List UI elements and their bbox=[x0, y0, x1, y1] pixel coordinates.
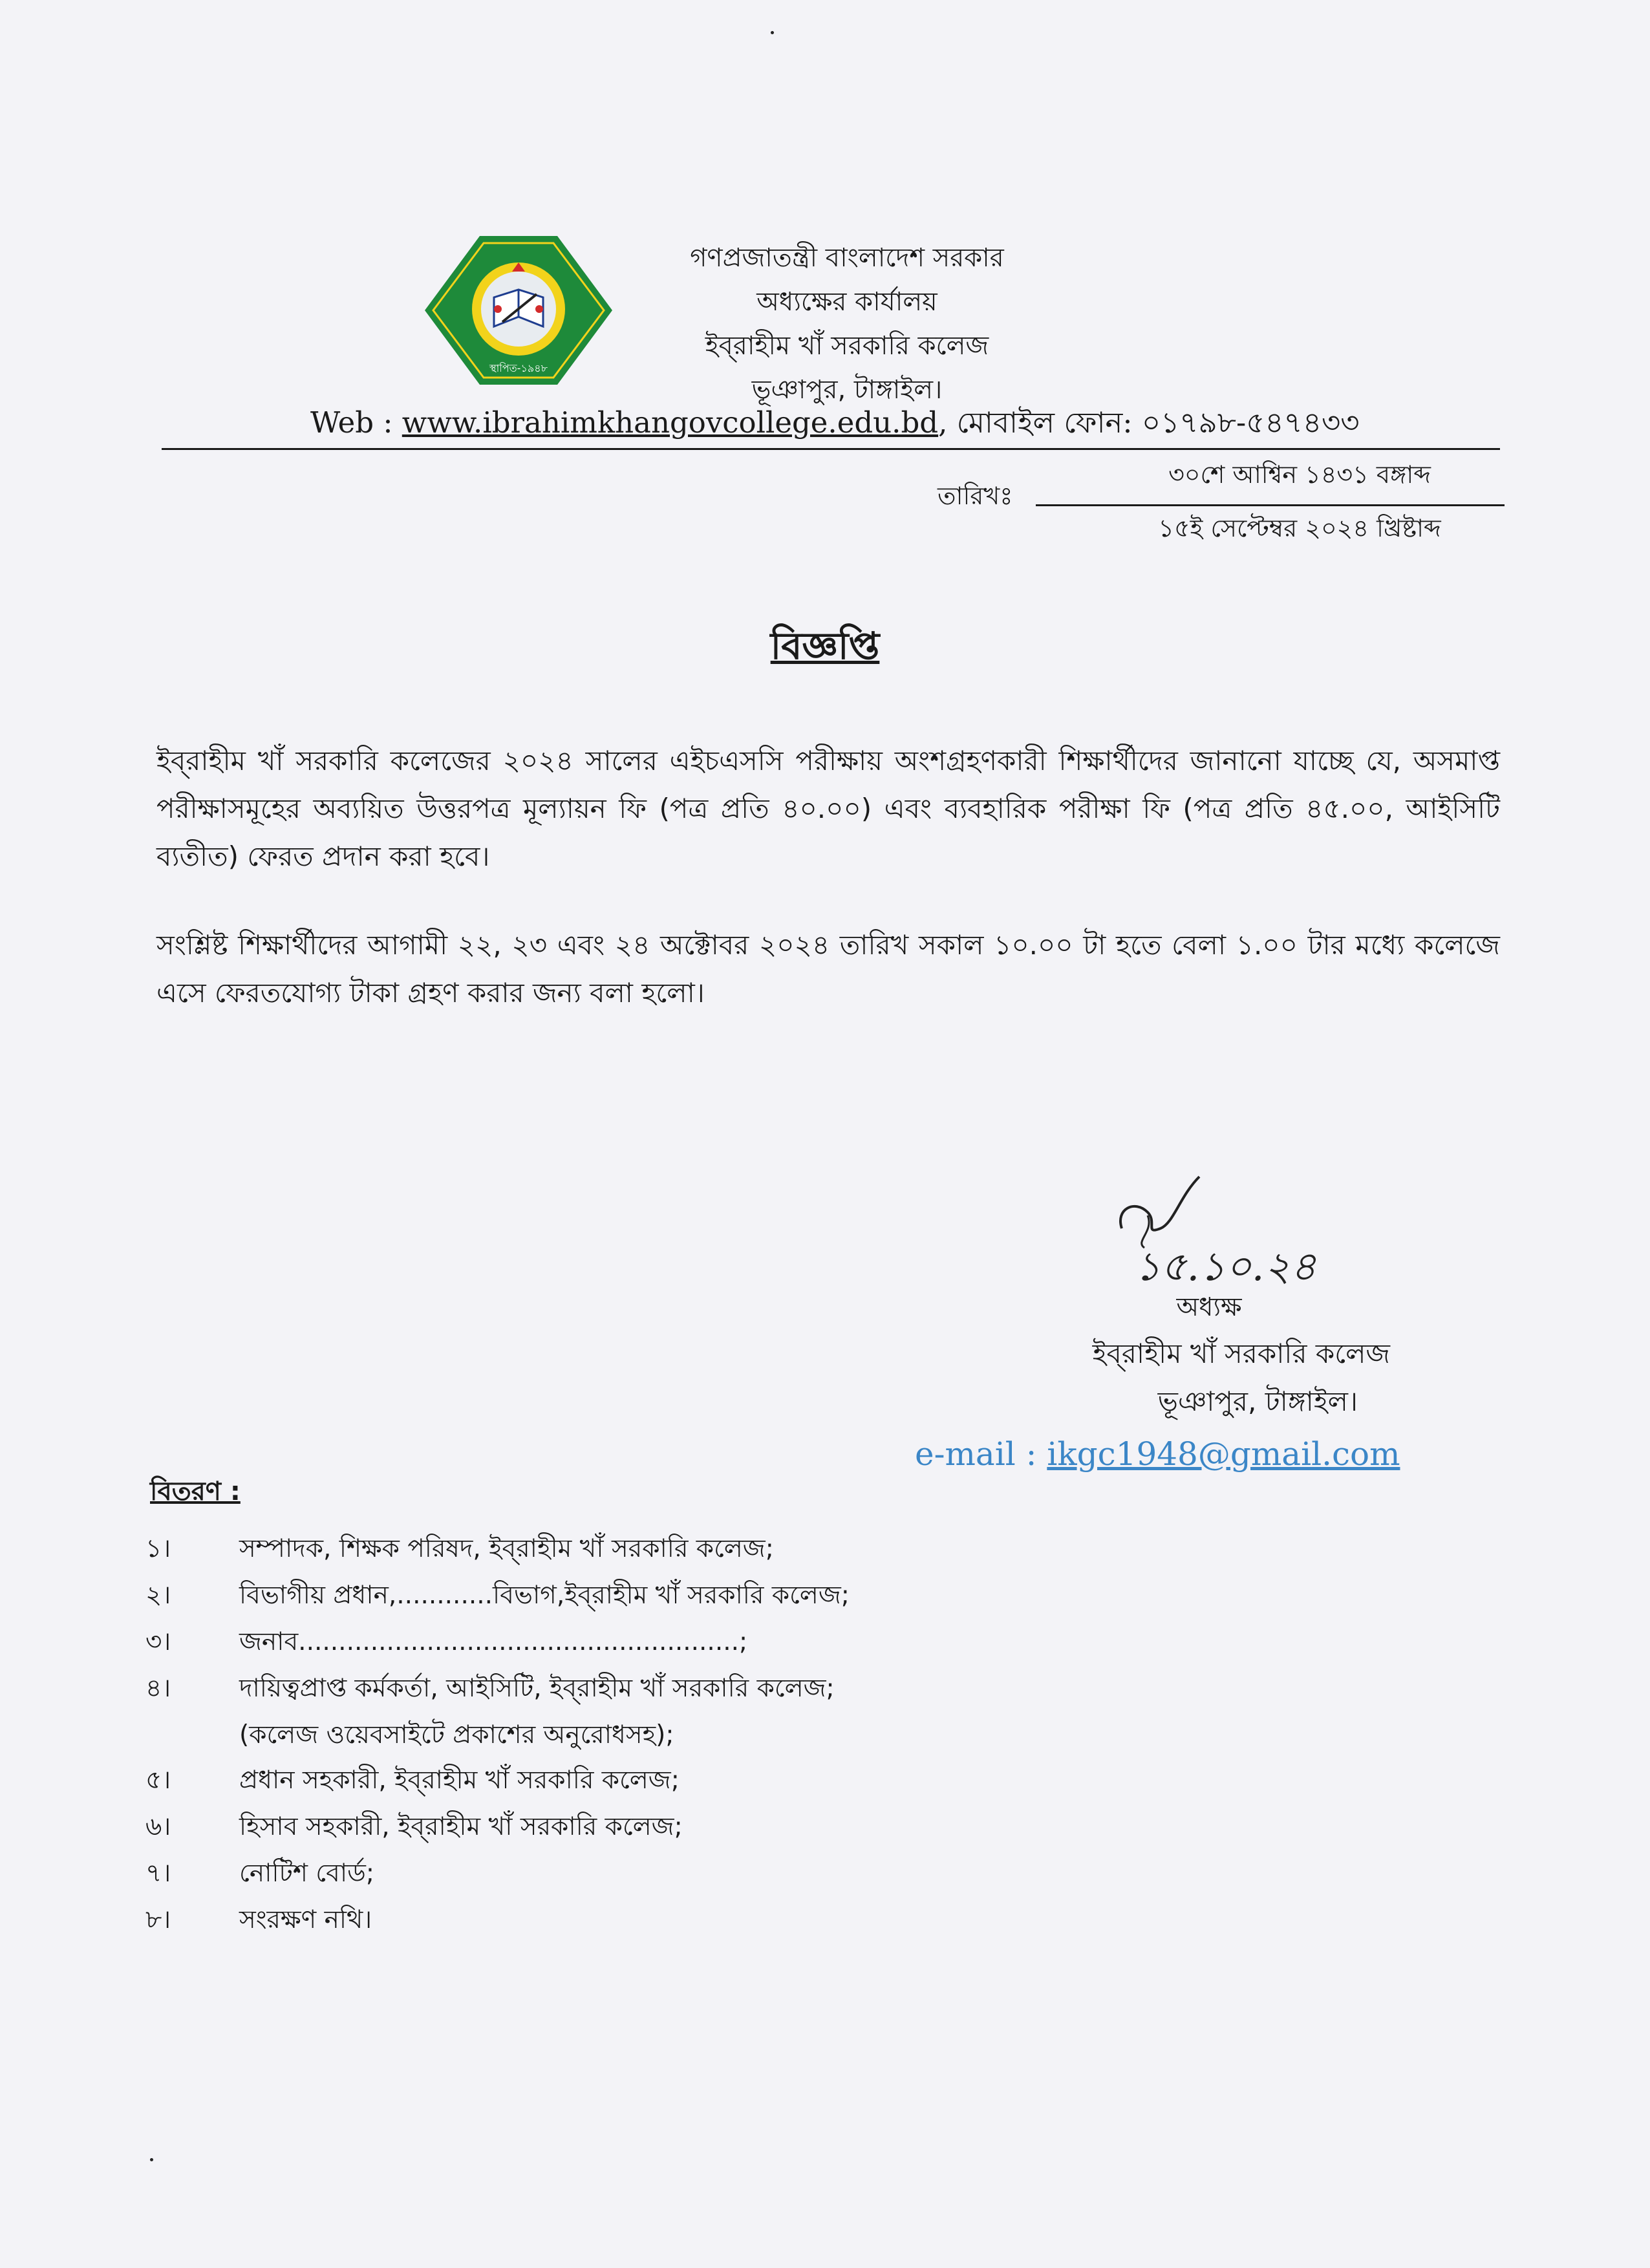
college-logo-icon bbox=[422, 233, 616, 388]
list-item bbox=[145, 1897, 1180, 1943]
distribution-heading: বিতরণ : bbox=[150, 1477, 241, 1506]
header-divider bbox=[162, 448, 1500, 450]
list-item-text: নোটিশ বোর্ড; bbox=[239, 1859, 374, 1888]
list-item bbox=[145, 1757, 1180, 1804]
website-link[interactable]: www.ibrahimkhangovcollege.edu.bd bbox=[402, 405, 939, 440]
list-item-number: ৪। bbox=[145, 1674, 171, 1703]
list-item bbox=[145, 1619, 1180, 1665]
list-item-text: জনাব.......................................................; bbox=[239, 1627, 748, 1656]
scan-speck bbox=[771, 31, 774, 34]
list-item bbox=[145, 1804, 1180, 1850]
mobile-phone: , মোবাইল ফোন: ০১৭৯৮-৫৪৭৪৩৩ bbox=[938, 405, 1360, 440]
list-item-text: হিসাব সহকারী, ইব্‌রাহীম খাঁ সরকারি কলেজ; bbox=[239, 1812, 683, 1841]
list-item-number: ৭। bbox=[145, 1859, 171, 1888]
list-item-text bbox=[239, 1665, 1170, 1759]
signatory-place: ভূঞাপুর, টাঙ্গাইল। bbox=[1157, 1385, 1358, 1417]
date-label: তারিখঃ bbox=[938, 482, 1013, 510]
list-item-text: প্রধান সহকারী, ইব্‌রাহীম খাঁ সরকারি কলেজ; bbox=[239, 1766, 680, 1795]
signatory-title: অধ্যক্ষ bbox=[1176, 1292, 1242, 1322]
scan-speck bbox=[150, 2158, 153, 2161]
notice-paragraph-2: সংশ্লিষ্ট শিক্ষার্থীদের আগামী ২২, ২৩ এবং ২৪ অক্টোবর ২০২৪ তারিখ সকাল ১০.০০ টা হতে বেলা ১.০০ টার মধ্যে কলেজে এসে ফেরতযোগ্য টাকা গ্রহণ করার জন্য বলা হলো। bbox=[156, 929, 1500, 1009]
letterhead-line-3: ইব্‌রাহীম খাঁ সরকারি কলেজ bbox=[705, 331, 989, 361]
list-item-number: ১। bbox=[145, 1534, 171, 1563]
list-item-number: ৬। bbox=[145, 1812, 171, 1841]
email-line bbox=[915, 1435, 1400, 1473]
signatory-college: ইব্‌রাহীম খাঁ সরকারি কলেজ bbox=[1092, 1338, 1390, 1369]
distribution-list bbox=[145, 1526, 1180, 1943]
date-divider bbox=[1036, 504, 1505, 506]
list-item bbox=[145, 1526, 1180, 1572]
date-bangla: ৩০শে আশ্বিন ১৪৩১ বঙ্গাব্দ bbox=[1168, 460, 1431, 489]
notice-paragraph-1: ইব্‌রাহীম খাঁ সরকারি কলেজের ২০২৪ সালের এইচএসসি পরীক্ষায় অংশগ্রহণকারী শিক্ষার্থীদের জানানো যাচ্ছে যে, অসমাপ্ত পরীক্ষাসমূহের অব্যয়িত উত্তরপত্র মূল্যায়ন ফি (পত্র প্রতি ৪০.০০) এবং ব্যবহারিক পরীক্ষা ফি (পত্র প্রতি ৪৫.০০, আইসিটি ব্যতীত) ফেরত প্রদান করা হবে। bbox=[156, 745, 1500, 872]
list-item-text: সংরক্ষণ নথি। bbox=[239, 1905, 372, 1934]
web-label: Web : bbox=[310, 405, 402, 440]
logo-text: স্থাপিত-১৯৪৮ bbox=[489, 362, 548, 374]
signature-mark bbox=[1109, 1170, 1380, 1293]
letterhead-line-4: ভূঞাপুর, টাঙ্গাইল। bbox=[751, 375, 943, 405]
notice-title: বিজ্ঞপ্তি bbox=[770, 624, 880, 668]
list-item bbox=[145, 1665, 1180, 1757]
handwritten-date: ১৫.১০.২৪ bbox=[1135, 1243, 1316, 1290]
list-item-text-line-2: (কলেজ ওয়েবসাইটে প্রকাশের অনুরোধসহ); bbox=[239, 1720, 674, 1749]
list-item-number: ৩। bbox=[145, 1627, 171, 1656]
letterhead bbox=[621, 236, 1073, 412]
list-item bbox=[145, 1572, 1180, 1619]
email-link[interactable]: ikgc1948@gmail.com bbox=[1047, 1435, 1400, 1473]
list-item bbox=[145, 1850, 1180, 1897]
email-label: e-mail : bbox=[915, 1435, 1047, 1473]
web-contact-line bbox=[310, 401, 1360, 449]
list-item-number: ৮। bbox=[145, 1905, 171, 1934]
date-english: ১৫ই সেপ্টেম্বর ২০২৪ খ্রিষ্টাব্দ bbox=[1158, 514, 1441, 542]
list-item-text-line-1: দায়িত্বপ্রাপ্ত কর্মকর্তা, আইসিটি, ইব্‌রাহীম খাঁ সরকারি কলেজ; bbox=[239, 1674, 835, 1703]
list-item-text: বিভাগীয় প্রধান,............বিভাগ,ইব্‌রাহীম খাঁ সরকারি কলেজ; bbox=[239, 1581, 850, 1610]
list-item-number: ৫। bbox=[145, 1766, 171, 1795]
list-item-number: ২। bbox=[145, 1581, 171, 1610]
letterhead-line-1: গণপ্রজাতন্ত্রী বাংলাদেশ সরকার bbox=[690, 243, 1004, 273]
letterhead-line-2: অধ্যক্ষের কার্যালয় bbox=[756, 287, 938, 317]
list-item-text: সম্পাদক, শিক্ষক পরিষদ, ইব্‌রাহীম খাঁ সরকারি কলেজ; bbox=[239, 1534, 774, 1563]
